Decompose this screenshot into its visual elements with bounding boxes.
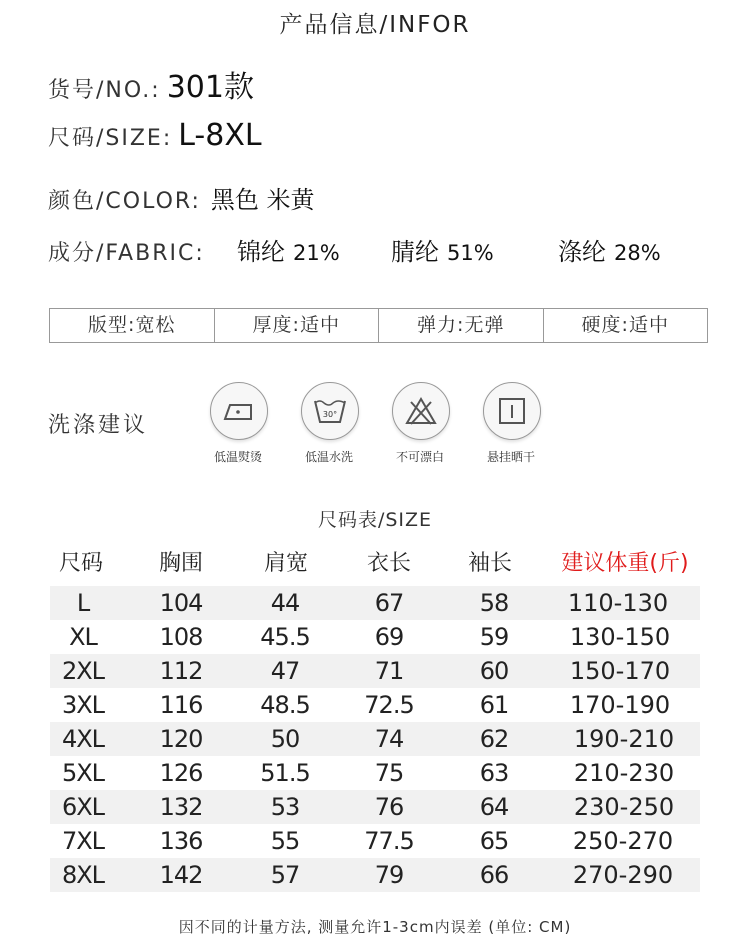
wash-text: 低温水洗 [304, 450, 353, 464]
property-fit: 版型:宽松 [50, 309, 215, 342]
cell-shoulder: 45.5 [260, 623, 310, 651]
wash-text: 悬挂晒干 [486, 450, 535, 464]
table-row [50, 790, 700, 824]
cell-weight: 130-150 [569, 623, 671, 651]
cell-sleeve: 66 [479, 861, 509, 889]
cell-sleeve: 60 [479, 657, 509, 685]
wash-label: 洗涤建议 [48, 413, 149, 438]
size-range-value: L-8XL [178, 118, 262, 153]
cell-weight: 110-130 [567, 589, 669, 617]
cell-shoulder: 55 [270, 827, 300, 855]
cell-weight: 210-230 [573, 759, 675, 787]
header-weight: 建议体重(斤) [561, 551, 689, 576]
table-row [50, 688, 700, 722]
cell-weight: 270-290 [572, 861, 674, 889]
cell-shoulder: 51.5 [260, 759, 310, 787]
fabric-percent: 21% [293, 241, 340, 265]
fabric-item [391, 232, 494, 267]
item-number-value: 301款 [166, 70, 254, 105]
cell-weight: 170-190 [569, 691, 671, 719]
cell-shoulder: 44 [270, 589, 300, 617]
cell-size: 5XL [61, 759, 105, 787]
cell-shoulder: 53 [270, 793, 300, 821]
cell-sleeve: 59 [479, 623, 509, 651]
cell-weight: 250-270 [572, 827, 674, 855]
fabric-name: 锦纶 [237, 238, 285, 266]
cell-weight: 190-210 [573, 725, 675, 753]
cell-sleeve: 63 [479, 759, 509, 787]
cell-sleeve: 58 [479, 589, 509, 617]
fabric-item [237, 232, 340, 267]
cell-size: 2XL [61, 657, 105, 685]
header-sleeve: 袖长 [467, 551, 513, 576]
fabric-row [48, 232, 728, 272]
cell-sleeve: 62 [479, 725, 509, 753]
cell-weight: 150-170 [569, 657, 671, 685]
cell-chest: 132 [159, 793, 203, 821]
cell-chest: 116 [159, 691, 203, 719]
cell-length: 74 [374, 725, 404, 753]
cell-size: 3XL [61, 691, 105, 719]
color-label: 颜色/COLOR: [48, 189, 201, 214]
cell-length: 75 [374, 759, 404, 787]
cell-length: 67 [374, 589, 404, 617]
cell-length: 72.5 [364, 691, 414, 719]
color-value: 黑色 米黄 [210, 186, 315, 214]
fabric-label: 成分/FABRIC: [48, 241, 205, 266]
cell-length: 76 [374, 793, 404, 821]
wash-text: 不可漂白 [395, 450, 444, 464]
cell-chest: 112 [159, 657, 203, 685]
cell-length: 71 [374, 657, 404, 685]
cell-chest: 126 [159, 759, 203, 787]
size-table-title: 尺码表/SIZE [317, 509, 433, 531]
table-row [50, 824, 700, 858]
size-range-label: 尺码/SIZE: [48, 126, 173, 151]
cell-length: 69 [374, 623, 404, 651]
low-iron-icon [210, 382, 268, 440]
cell-chest: 136 [159, 827, 203, 855]
fabric-item [558, 232, 661, 267]
cell-shoulder: 57 [270, 861, 300, 889]
fabric-name: 涤纶 [558, 238, 606, 266]
table-row [50, 722, 700, 756]
header-length: 衣长 [366, 551, 412, 576]
size-table-header [50, 546, 700, 580]
item-number-row [48, 62, 254, 106]
cell-size: 8XL [61, 861, 105, 889]
wash-text: 低温熨烫 [213, 450, 262, 464]
cell-length: 79 [374, 861, 404, 889]
header-shoulder: 肩宽 [263, 551, 309, 576]
cell-size: 4XL [61, 725, 105, 753]
measurement-note: 因不同的计量方法, 测量允许1-3cm内误差 (单位: CM) [178, 918, 572, 936]
cell-sleeve: 64 [479, 793, 509, 821]
cell-length: 77.5 [364, 827, 414, 855]
table-row [50, 858, 700, 892]
fabric-name: 腈纶 [391, 238, 439, 266]
size-range-row [48, 118, 262, 153]
cell-shoulder: 50 [270, 725, 300, 753]
header-chest: 胸围 [158, 551, 204, 576]
table-row [50, 586, 700, 620]
cell-size: 6XL [61, 793, 105, 821]
table-row [50, 620, 700, 654]
item-number-label: 货号/NO.: [48, 78, 161, 103]
no-bleach-icon [392, 382, 450, 440]
property-elasticity: 弹力:无弹 [379, 309, 544, 342]
table-row [50, 756, 700, 790]
color-row [48, 180, 315, 215]
cell-weight: 230-250 [573, 793, 675, 821]
property-hardness: 硬度:适中 [581, 314, 669, 336]
cell-shoulder: 48.5 [260, 691, 310, 719]
cell-shoulder: 47 [270, 657, 300, 685]
fabric-percent: 28% [614, 241, 661, 265]
wash-30-icon [301, 382, 359, 440]
table-row [50, 654, 700, 688]
cell-size: L [76, 589, 90, 617]
cell-size: 7XL [61, 827, 105, 855]
property-thickness: 厚度:适中 [215, 309, 380, 342]
cell-sleeve: 61 [479, 691, 509, 719]
cell-chest: 120 [159, 725, 203, 753]
cell-sleeve: 65 [479, 827, 509, 855]
cell-size: XL [69, 623, 97, 651]
page-title: 产品信息/INFOR [279, 12, 471, 38]
cell-chest: 142 [159, 861, 203, 889]
cell-chest: 104 [159, 589, 203, 617]
wash-temp-text: 30° [322, 410, 338, 419]
hang-dry-icon [483, 382, 541, 440]
header-size: 尺码 [58, 551, 104, 576]
property-table [49, 308, 708, 343]
fabric-percent: 51% [447, 241, 494, 265]
cell-chest: 108 [159, 623, 203, 651]
